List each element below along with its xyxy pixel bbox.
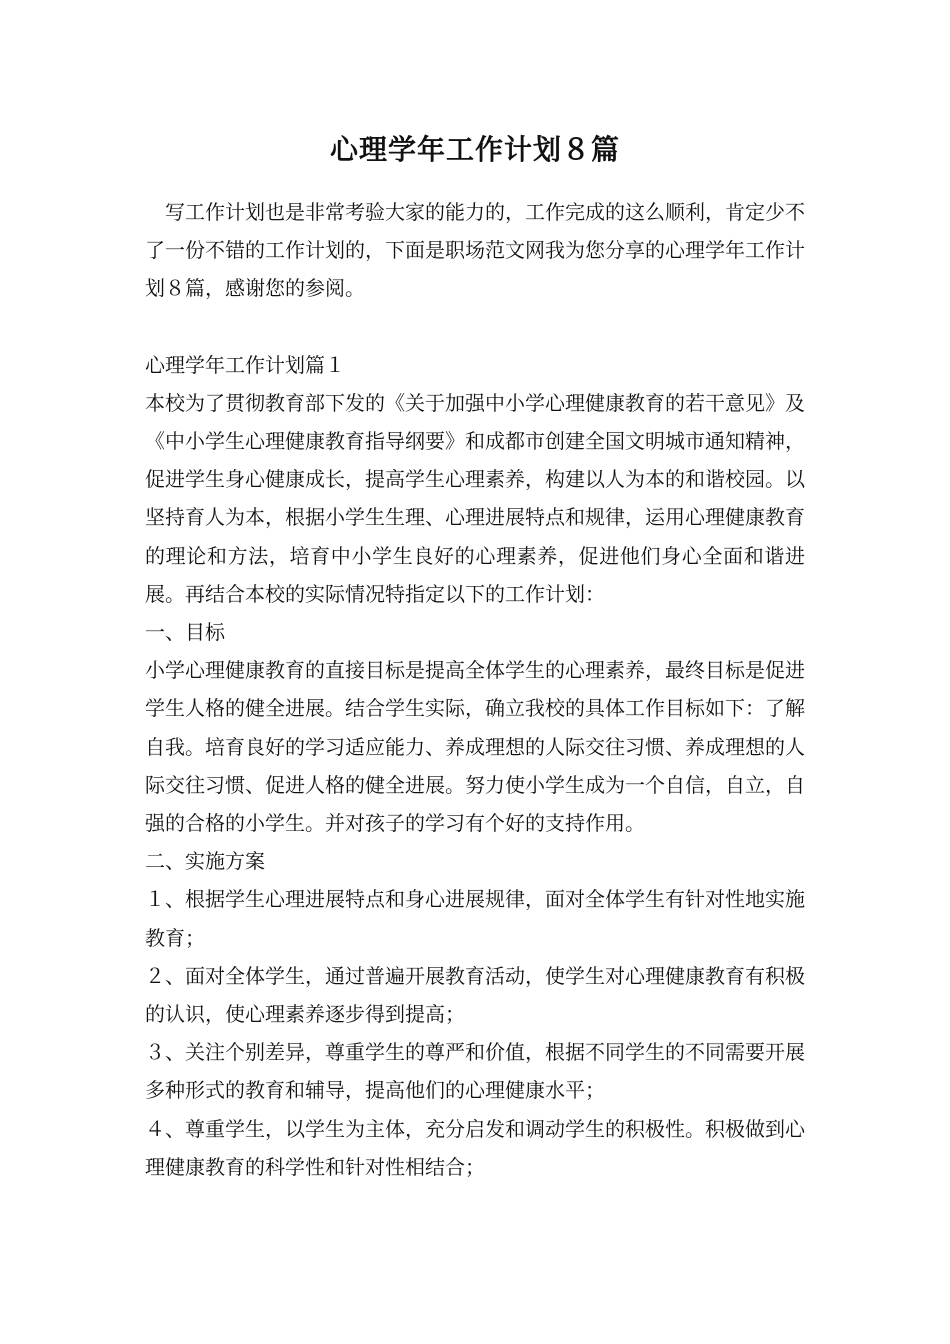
goal-paragraph: 小学心理健康教育的直接目标是提高全体学生的心理素养，最终目标是促进学生人格的健全进展。结合学生实际，确立我校的具体工作目标如下：了解自我。培育良好的学习适应能力、养成理想的人际交往习惯、养成理想的人际交往习惯、促进人格的健全进展。努力使小学生成为一个自信，自立，自强的合格的小学生。并对孩子的学习有个好的支持作用。 — [145, 658, 805, 836]
plan-item: １、根据学生心理进展特点和身心进展规律，面对全体学生有针对性地实施教育； — [145, 887, 805, 950]
plan-item: ４、尊重学生，以学生为主体，充分启发和调动学生的积极性。积极做到心理健康教育的科学性和针对性相结合； — [145, 1116, 805, 1179]
plan-item: ３、关注个别差异，尊重学生的尊严和价值，根据不同学生的不同需要开展多种形式的教育和辅导，提高他们的心理健康水平； — [145, 1040, 805, 1103]
section-heading: 心理学年工作计划篇１ — [145, 352, 345, 377]
document-title: 心理学年工作计划８篇 — [329, 133, 620, 166]
heading-plan: 二、实施方案 — [145, 849, 265, 874]
document-body — [145, 193, 805, 1186]
heading-goal: 一、目标 — [145, 620, 225, 645]
body-paragraph: 本校为了贯彻教育部下发的《关于加强中小学心理健康教育的若干意见》及《中小学生心理健康教育指导纲要》和成都市创建全国文明城市通知精神，促进学生身心健康成长，提高学生心理素养，构建以人为本的和谐校园。以坚持育人为本，根据小学生生理、心理进展特点和规律，运用心理健康教育的理论和方法，培育中小学生良好的心理素养，促进他们身心全面和谐进展。再结合本校的实际情况特指定以下的工作计划： — [145, 390, 805, 606]
intro-paragraph: 写工作计划也是非常考验大家的能力的，工作完成的这么顺利，肯定少不了一份不错的工作计划的，下面是职场范文网我为您分享的心理学年工作计划８篇，感谢您的参阅。 — [145, 200, 805, 301]
paragraph-spacer — [145, 308, 805, 346]
plan-item: ２、面对全体学生，通过普遍开展教育活动，使学生对心理健康教育有积极的认识，使心理素养逐步得到提高； — [145, 963, 805, 1027]
